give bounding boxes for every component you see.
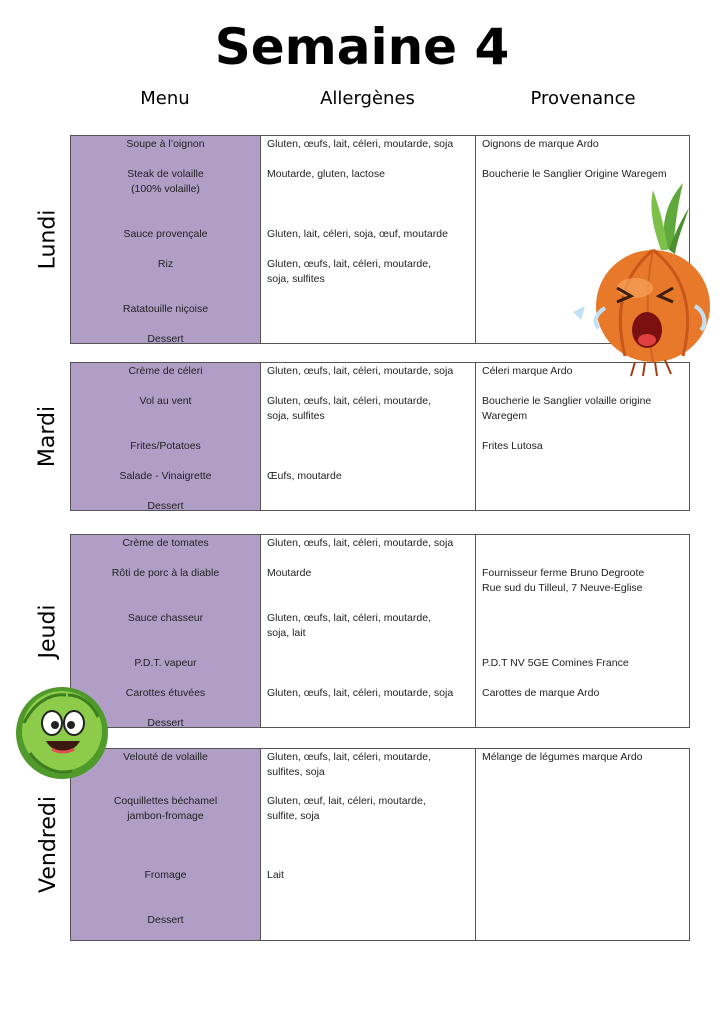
allergen-text: Gluten, œufs, lait, céleri, moutarde, soja, sulfites bbox=[267, 258, 431, 285]
menu-cell bbox=[71, 363, 261, 511]
allergen-text: Gluten, lait, céleri, soja, œuf, moutarde bbox=[267, 228, 448, 240]
origin-text: Boucherie le Sanglier volaille origine Waregem bbox=[482, 395, 652, 422]
allergen-text: Gluten, œuf, lait, céleri, moutarde, sulfite, soja bbox=[267, 795, 426, 822]
menu-item: Fromage bbox=[144, 869, 187, 881]
allergen-text: Gluten, œufs, lait, céleri, moutarde, soja, sulfites bbox=[267, 395, 431, 422]
allergens-cell bbox=[261, 136, 476, 344]
menu-item: Crème de tomates bbox=[122, 537, 209, 549]
column-header-menu: Menu bbox=[140, 88, 190, 109]
origin-text: Céleri marque Ardo bbox=[482, 365, 573, 377]
origin-text: Frites Lutosa bbox=[482, 440, 543, 452]
menu-item: Carottes étuvées bbox=[125, 687, 206, 699]
allergen-text: Gluten, œufs, lait, céleri, moutarde, soja bbox=[267, 138, 454, 150]
origin-cell bbox=[476, 535, 690, 728]
menu-item: Ratatouille niçoise bbox=[122, 303, 209, 315]
origin-text: Boucherie le Sanglier Origine Waregem bbox=[482, 168, 667, 180]
menu-item: P.D.T. vapeur bbox=[134, 657, 197, 669]
day-label-text: Lundi bbox=[35, 209, 61, 270]
origin-text: Carottes de marque Ardo bbox=[482, 687, 600, 699]
origin-cell bbox=[476, 749, 690, 941]
origin-text: Mélange de légumes marque Ardo bbox=[482, 751, 643, 763]
allergen-text: Gluten, œufs, lait, céleri, moutarde, soja bbox=[267, 365, 454, 377]
origin-text: P.D.T NV 5GE Comines France bbox=[482, 657, 629, 669]
page-title: Semaine 4 bbox=[214, 18, 510, 76]
menu-item: Dessert bbox=[147, 914, 184, 926]
menu-item: Steak de volaille (100% volaille) bbox=[127, 168, 204, 195]
menu-item: Velouté de volaille bbox=[123, 751, 208, 763]
crying-onion-icon bbox=[565, 178, 710, 378]
day-label-lundi bbox=[24, 135, 72, 344]
day-label-text: Mardi bbox=[35, 405, 61, 468]
column-header-allergens: Allergènes bbox=[320, 88, 415, 109]
menu-item: Dessert bbox=[147, 500, 184, 512]
allergens-cell bbox=[261, 749, 476, 941]
allergens-cell bbox=[261, 363, 476, 511]
day-label-text: Jeudi bbox=[35, 603, 61, 659]
column-header-origin: Provenance bbox=[530, 88, 636, 109]
menu-item: Coquillettes béchamel jambon-fromage bbox=[113, 795, 218, 822]
day-table-jeudi bbox=[70, 534, 690, 728]
origin-cell bbox=[476, 363, 690, 511]
day-table-vendredi bbox=[70, 748, 690, 941]
menu-item: Vol au vent bbox=[139, 395, 192, 407]
menu-cell bbox=[71, 136, 261, 344]
menu-item: Dessert bbox=[147, 717, 184, 729]
allergens-cell bbox=[261, 535, 476, 728]
day-label-mardi bbox=[24, 362, 72, 511]
day-table-mardi bbox=[70, 362, 690, 511]
allergen-text: Moutarde bbox=[267, 567, 312, 579]
menu-item: Riz bbox=[157, 258, 174, 270]
menu-item: Dessert bbox=[147, 333, 184, 345]
day-label-text: Vendredi bbox=[35, 796, 61, 893]
origin-text: Oignons de marque Ardo bbox=[482, 138, 599, 150]
menu-item: Salade - Vinaigrette bbox=[119, 470, 212, 482]
allergen-text: Gluten, œufs, lait, céleri, moutarde, soja bbox=[267, 537, 454, 549]
allergen-text: Lait bbox=[267, 869, 284, 881]
menu-item: Frites/Potatoes bbox=[130, 440, 201, 452]
menu-item: Rôti de porc à la diable bbox=[111, 567, 220, 579]
origin-text: Fournisseur ferme Bruno Degroote Rue sud du Tilleul, 7 Neuve-Eglise bbox=[482, 567, 645, 594]
allergen-text: Gluten, œufs, lait, céleri, moutarde, soja bbox=[267, 687, 454, 699]
allergen-text: Œufs, moutarde bbox=[267, 470, 342, 482]
menu-item: Crème de céleri bbox=[128, 365, 203, 377]
allergen-text: Gluten, œufs, lait, céleri, moutarde, soja, lait bbox=[267, 612, 431, 639]
menu-item: Soupe à l’oignon bbox=[126, 138, 205, 150]
allergen-text: Gluten, œufs, lait, céleri, moutarde, sulfites, soja bbox=[267, 751, 431, 778]
allergen-text: Moutarde, gluten, lactose bbox=[267, 168, 385, 180]
menu-item: Sauce provençale bbox=[123, 228, 208, 240]
menu-item: Sauce chasseur bbox=[127, 612, 204, 624]
smiling-cabbage-icon bbox=[10, 683, 114, 783]
